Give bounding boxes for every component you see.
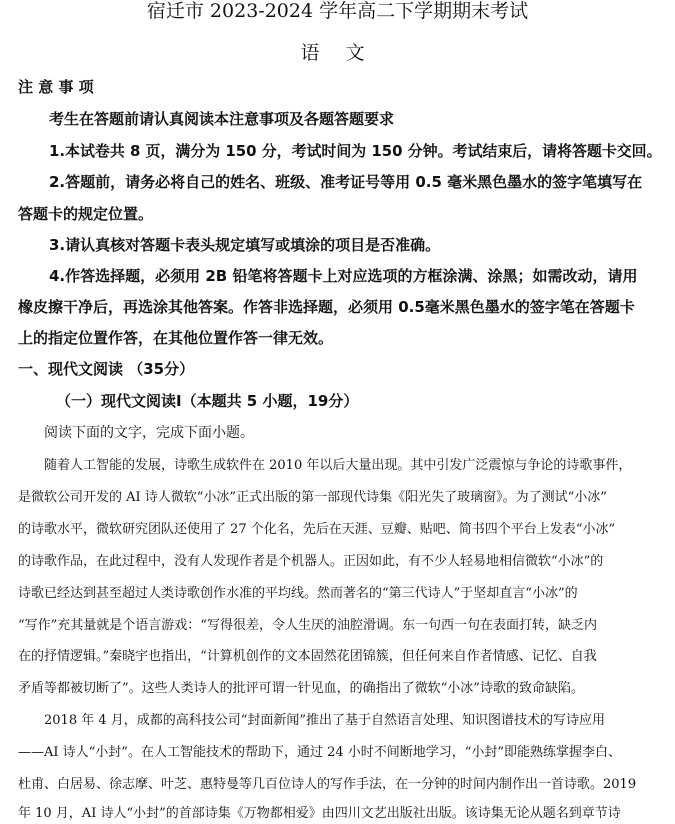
notice-item-2-cont: 答题卡的规定位置。 (18, 205, 154, 223)
passage-line: ——AI 诗人“小封”。在人工智能技术的帮助下，通过 24 小时不间断地学习，“小封”即能熟练掌握李白、 (18, 745, 622, 760)
subsection-heading: （一）现代文阅读Ⅰ（本题共 5 小题，19分） (56, 392, 359, 410)
notice-item-2: 2.答题前，请务必将自己的姓名、班级、准考证号等用 0.5 毫米黑色墨水的签字笔填写在 (49, 173, 643, 191)
notice-item-4: 4.作答选择题，必须用 2B 铅笔将答题卡上对应选项的方框涂满、涂黑；如需改动，请用 (49, 267, 638, 285)
reading-instruction: 阅读下面的文字，完成下面小题。 (44, 425, 254, 441)
subject-title: 语 文 (300, 42, 375, 64)
notice-item-4-cont-2: 上的指定位置作答，在其他位置作答一律无效。 (18, 329, 334, 347)
notice-item-3: 3.请认真核对答题卡表头规定填写或填涂的项目是否准确。 (49, 236, 441, 254)
passage-line: 是微软公司开发的 AI 诗人微软“小冰”正式出版的第一部现代诗集《阳光失了玻璃窗》。为了测试“小冰” (18, 490, 607, 505)
section-heading: 一、现代文阅读 （35分） (18, 360, 195, 378)
passage-line: 杜甫、白居易、徐志摩、叶芝、惠特曼等几百位诗人的写作手法，在一分钟的时间内制作出一首诗歌。2019 (18, 777, 637, 792)
passage-line: 随着人工智能的发展，诗歌生成软件在 2010 年以后大量出现。其中引发广泛震惊与争论的诗歌事件， (44, 458, 632, 473)
notice-item-1: 1.本试卷共 8 页，满分为 150 分，考试时间为 150 分钟。考试结束后，请将答题卡交回。 (49, 142, 662, 160)
notice-intro: 考生在答题前请认真阅读本注意事项及各题答题要求 (49, 110, 395, 128)
passage-line: 2018 年 4 月，成都的高科技公司“封面新闻”推出了基于自然语言处理、知识图谱技术的写诗应用 (44, 713, 606, 728)
notice-heading: 注 意 事 项 (18, 78, 94, 96)
passage-line: 矛盾等都被切断了”。这些人类诗人的批评可谓一针见血，的确指出了微软“小冰”诗歌的致命缺陷。 (18, 681, 584, 696)
passage-line: “写作”充其量就是个语言游戏：“写得很差，令人生厌的油腔滑调。东一句西一句在表面打转，缺乏内 (18, 618, 597, 633)
passage-line: 的诗歌作品，在此过程中，没有人发现作者是个机器人。正因如此，有不少人轻易地相信微软“小冰”的 (18, 554, 604, 569)
exam-title: 宿迁市 2023-2024 学年高二下学期期末考试 (146, 0, 529, 22)
passage-line: 的诗歌水平，微软研究团队还使用了 27 个化名，先后在天涯、豆瓣、贴吧、简书四个平台上发表“小冰” (18, 522, 616, 537)
passage-line: 在的抒情逻辑。”秦晓宇也指出，“计算机创作的文本固然花团锦簇，但任何来自作者情感、记忆、自我 (18, 649, 597, 664)
notice-item-4-cont-1: 橡皮擦干净后，再选涂其他答案。作答非选择题，必须用 0.5毫米黑色墨水的签字笔在答题卡 (18, 298, 635, 316)
passage-line: 年 10 月，AI 诗人“小封”的首部诗集《万物都相爱》由四川文艺出版社出版。该诗集无论从题名到章节诗 (18, 806, 621, 821)
passage-line: 诗歌已经达到甚至超过人类诗歌创作水准的平均线。然而著名的“第三代诗人”于坚却直言“小冰”的 (18, 586, 578, 601)
